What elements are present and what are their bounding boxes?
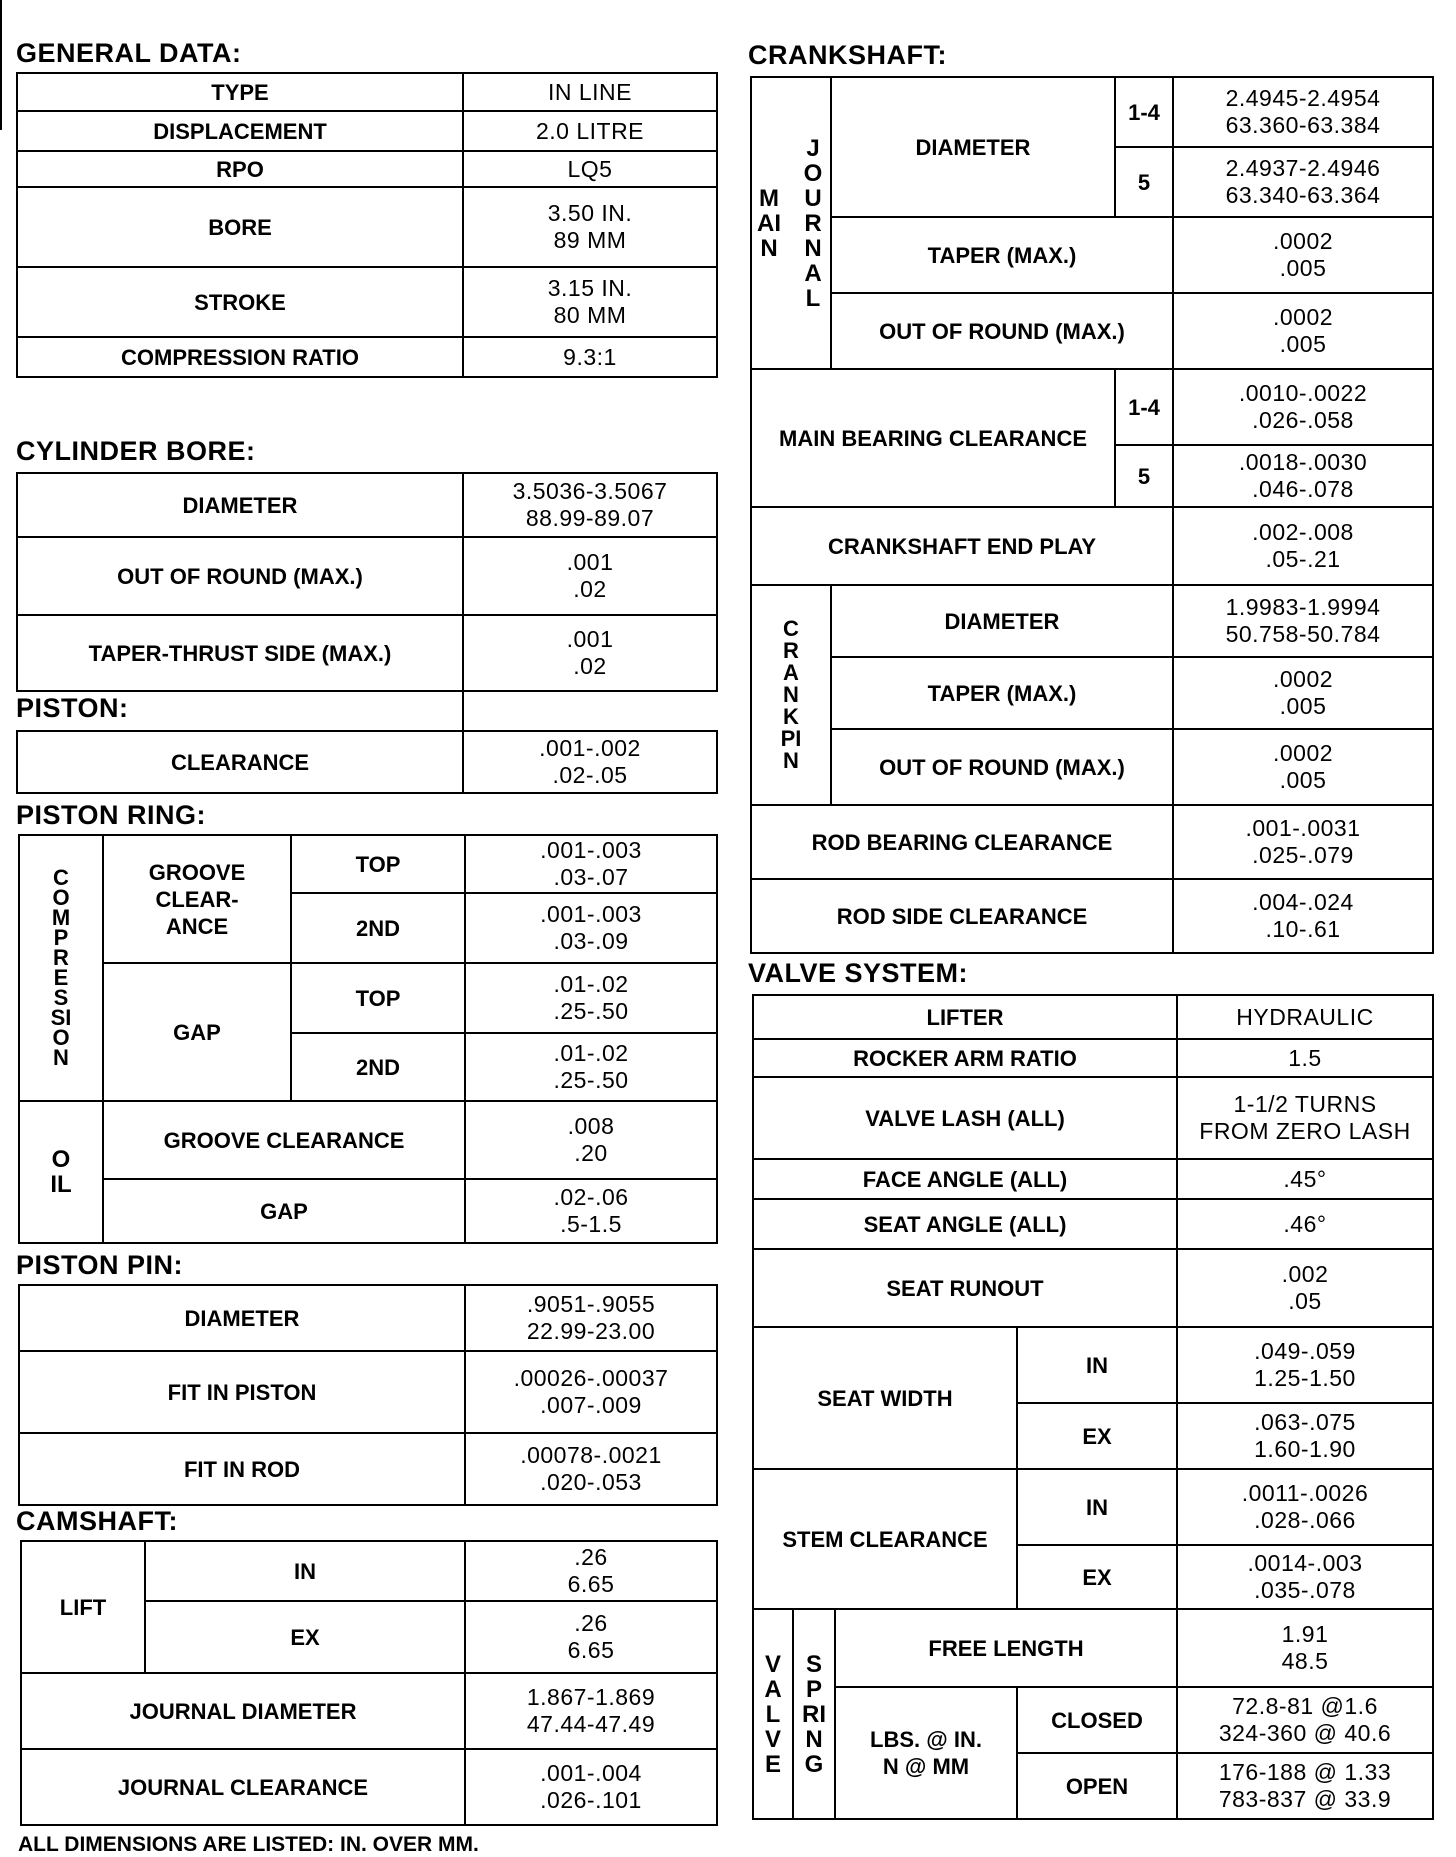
journal-text: JOURNAL <box>803 134 823 312</box>
seat-runout-value <box>1177 1249 1433 1327</box>
cp-taper-in: .0002 <box>1272 666 1334 692</box>
bore-taper-mm: .02 <box>573 653 607 679</box>
oil-gap-label: GAP <box>103 1179 465 1243</box>
closed-label: CLOSED <box>1017 1687 1177 1753</box>
crankpin-taper-value <box>1173 657 1433 729</box>
pin-dia-mm: 22.99-23.00 <box>526 1318 656 1344</box>
type-value: IN LINE <box>463 73 717 111</box>
piston-clearance-label: CLEARANCE <box>17 731 463 793</box>
bore-value <box>463 187 717 267</box>
bore-out-of-round-label: OUT OF ROUND (MAX.) <box>17 537 463 615</box>
spring-vertical-label <box>793 1609 835 1819</box>
page-edge-line <box>0 0 2 130</box>
oil-gap-mm: .5-1.5 <box>560 1211 622 1237</box>
main-oor-mm: .005 <box>1279 331 1327 357</box>
crankpin-vertical-label <box>751 585 831 805</box>
jd-mm: 47.44-47.49 <box>526 1711 656 1737</box>
main-taper-mm: .005 <box>1279 255 1327 281</box>
bore-diameter-value <box>463 473 717 537</box>
sw-ex-in: .063-.075 <box>1254 1409 1356 1435</box>
lift-ex-mm: 6.65 <box>567 1637 615 1663</box>
valve-vertical-label <box>753 1609 793 1819</box>
piston-clearance-value <box>463 731 717 793</box>
stroke-value <box>463 267 717 337</box>
seat-width-in-value <box>1177 1327 1433 1403</box>
valve-lash-label: VALVE LASH (ALL) <box>753 1077 1177 1159</box>
lifter-label: LIFTER <box>753 995 1177 1039</box>
oil-gap-in: .02-.06 <box>553 1184 629 1210</box>
pin-diameter-value <box>465 1285 717 1351</box>
journal-clearance-value <box>465 1749 717 1825</box>
rpo-value: LQ5 <box>463 151 717 187</box>
bore-in: 3.50 IN. <box>547 200 633 226</box>
jc-in: .001-.004 <box>540 1760 642 1786</box>
spring-load-units-label <box>835 1687 1017 1819</box>
mbc-5-label: 5 <box>1115 445 1173 507</box>
gap-2nd-label: 2ND <box>291 1033 465 1101</box>
runout-in: .002 <box>1281 1261 1329 1287</box>
rsc-mm: .10-.61 <box>1265 916 1341 942</box>
crankpin-out-of-round-value <box>1173 729 1433 805</box>
sw-in-mm: 1.25-1.50 <box>1254 1365 1356 1391</box>
spring-text: SPRING <box>802 1650 826 1778</box>
seat-width-in-label: IN <box>1017 1327 1177 1403</box>
main-out-of-round-label: OUT OF ROUND (MAX.) <box>831 293 1173 369</box>
valve-system-heading: VALVE SYSTEM: <box>748 958 969 988</box>
lift-in-mm: 6.65 <box>567 1571 615 1597</box>
rod-bearing-clearance-value <box>1173 805 1433 879</box>
journal-diameter-value <box>465 1673 717 1749</box>
rpo-label: RPO <box>17 151 463 187</box>
journal-1-4-label: 1-4 <box>1115 77 1173 147</box>
lift-label: LIFT <box>21 1541 145 1673</box>
cp-dia-in: 1.9983-1.9994 <box>1225 594 1381 620</box>
rsc-in: .004-.024 <box>1252 889 1354 915</box>
oil-groove-clearance-value <box>465 1101 717 1179</box>
rocker-arm-ratio-label: ROCKER ARM RATIO <box>753 1039 1177 1077</box>
sw-in-in: .049-.059 <box>1254 1338 1356 1364</box>
seat-width-ex-label: EX <box>1017 1403 1177 1469</box>
fit-in-rod-label: FIT IN ROD <box>19 1433 465 1505</box>
mbc-1-4-value <box>1173 369 1433 445</box>
crankpin-taper-label: TAPER (MAX.) <box>831 657 1173 729</box>
stem-clearance-ex-label: EX <box>1017 1545 1177 1609</box>
j14-in: 2.4945-2.4954 <box>1225 85 1381 111</box>
crankpin-diameter-value <box>1173 585 1433 657</box>
compression-vertical-label <box>19 835 103 1101</box>
bore-taper-in: .001 <box>566 626 614 652</box>
ep-mm: .05-.21 <box>1265 546 1341 572</box>
lift-in-in: .26 <box>574 1544 608 1570</box>
face-angle-label: FACE ANGLE (ALL) <box>753 1159 1177 1199</box>
piston-pin-heading: PISTON PIN: <box>16 1250 184 1280</box>
oil-gc-in: .008 <box>567 1113 615 1139</box>
groove-l1: GROOVE <box>148 859 246 885</box>
cp-dia-mm: 50.758-50.784 <box>1225 621 1381 647</box>
oil-vertical-label <box>19 1101 103 1243</box>
face-angle-value: .45° <box>1177 1159 1433 1199</box>
footnote: ALL DIMENSIONS ARE LISTED: IN. OVER MM. <box>18 1833 479 1856</box>
sc-ex-in: .0014-.003 <box>1247 1550 1363 1576</box>
gap-top-mm: .25-.50 <box>553 998 629 1024</box>
journal-5-value <box>1173 147 1433 217</box>
valve-lash-value <box>1177 1077 1433 1159</box>
camshaft-heading: CAMSHAFT: <box>16 1506 178 1536</box>
bore-taper-value <box>463 615 717 691</box>
stroke-mm: 80 MM <box>553 302 627 328</box>
crankshaft-table <box>750 76 1434 954</box>
rbc-mm: .025-.079 <box>1252 842 1354 868</box>
fitp-in: .00026-.00037 <box>513 1365 669 1391</box>
bore-out-of-round-value <box>463 537 717 615</box>
lbs-l2: N @ MM <box>882 1754 970 1779</box>
mbc5-in: .0018-.0030 <box>1238 449 1368 475</box>
groove-clearance-label <box>103 835 291 963</box>
main-diameter-label: DIAMETER <box>831 77 1115 217</box>
fitr-in: .00078-.0021 <box>520 1442 662 1468</box>
main-out-of-round-value <box>1173 293 1433 369</box>
piston-ring-table <box>18 834 718 1244</box>
gap-2nd-mm: .25-.50 <box>553 1067 629 1093</box>
open-mm: 783-837 @ 33.9 <box>1218 1786 1392 1812</box>
gap-top-in: .01-.02 <box>553 971 629 997</box>
j14-mm: 63.360-63.384 <box>1225 112 1381 138</box>
seat-width-ex-value <box>1177 1403 1433 1469</box>
closed-in: 72.8-81 @1.6 <box>1232 1693 1378 1719</box>
valve-text: VALVE <box>764 1650 782 1778</box>
journal-diameter-label: JOURNAL DIAMETER <box>21 1673 465 1749</box>
bore-taper-label: TAPER-THRUST SIDE (MAX.) <box>17 615 463 691</box>
free-length-label: FREE LENGTH <box>835 1609 1177 1687</box>
groove-2nd-value <box>465 893 717 963</box>
closed-value <box>1177 1687 1433 1753</box>
main-text: MAIN <box>757 184 781 262</box>
closed-mm: 324-360 @ 40.6 <box>1218 1720 1392 1746</box>
main-journal-label <box>751 77 831 369</box>
lbs-l1: LBS. @ IN. <box>870 1727 982 1752</box>
gap-2nd-value <box>465 1033 717 1101</box>
seat-runout-label: SEAT RUNOUT <box>753 1249 1177 1327</box>
stem-clearance-ex-value <box>1177 1545 1433 1609</box>
bore-mm: 89 MM <box>553 227 627 253</box>
stem-clearance-label: STEM CLEARANCE <box>753 1469 1017 1609</box>
end-play-label: CRANKSHAFT END PLAY <box>751 507 1173 585</box>
mbc-1-4-label: 1-4 <box>1115 369 1173 445</box>
lash-l2: FROM ZERO LASH <box>1199 1118 1411 1144</box>
lift-in-label: IN <box>145 1541 465 1601</box>
gap-2nd-in: .01-.02 <box>553 1040 629 1066</box>
journal-clearance-label: JOURNAL CLEARANCE <box>21 1749 465 1825</box>
bore-label: BORE <box>17 187 463 267</box>
oil-gap-value <box>465 1179 717 1243</box>
crankpin-out-of-round-label: OUT OF ROUND (MAX.) <box>831 729 1173 805</box>
cylinder-bore-heading: CYLINDER BORE: <box>16 436 256 466</box>
crankpin-text: CRANKPIN <box>780 616 802 773</box>
bore-diameter-mm: 88.99-89.07 <box>525 505 655 531</box>
pin-diameter-label: DIAMETER <box>19 1285 465 1351</box>
stem-clearance-in-value <box>1177 1469 1433 1545</box>
cp-oor-mm: .005 <box>1279 767 1327 793</box>
gc-2nd-mm: .03-.09 <box>553 928 629 954</box>
piston-clearance-mm: .02-.05 <box>552 762 628 788</box>
fit-in-piston-value <box>465 1351 717 1433</box>
sc-in-in: .0011-.0026 <box>1241 1480 1369 1506</box>
gc-top-mm: .03-.07 <box>553 864 629 890</box>
mbc14-mm: .026-.058 <box>1252 407 1354 433</box>
sw-ex-mm: 1.60-1.90 <box>1254 1436 1356 1462</box>
crankpin-diameter-label: DIAMETER <box>831 585 1173 657</box>
compression-ratio-value: 9.3:1 <box>463 337 717 377</box>
journal-1-4-value <box>1173 77 1433 147</box>
displacement-value: 2.0 LITRE <box>463 111 717 151</box>
rod-bearing-clearance-label: ROD BEARING CLEARANCE <box>751 805 1173 879</box>
rod-side-clearance-value <box>1173 879 1433 953</box>
main-taper-label: TAPER (MAX.) <box>831 217 1173 293</box>
stroke-label: STROKE <box>17 267 463 337</box>
open-in: 176-188 @ 1.33 <box>1218 1759 1392 1785</box>
groove-l3: ANCE <box>165 913 229 939</box>
gc-top-in: .001-.003 <box>540 837 642 863</box>
main-bearing-clearance-label: MAIN BEARING CLEARANCE <box>751 369 1115 507</box>
rod-side-clearance-label: ROD SIDE CLEARANCE <box>751 879 1173 953</box>
free-length-value <box>1177 1609 1433 1687</box>
main-taper-value <box>1173 217 1433 293</box>
lift-ex-label: EX <box>145 1601 465 1673</box>
runout-mm: .05 <box>1288 1288 1322 1314</box>
rbc-in: .001-.0031 <box>1245 815 1361 841</box>
rocker-arm-ratio-value: 1.5 <box>1177 1039 1433 1077</box>
displacement-label: DISPLACEMENT <box>17 111 463 151</box>
camshaft-table <box>20 1540 718 1826</box>
piston-clearance-in: .001-.002 <box>539 735 641 761</box>
seat-angle-value: .46° <box>1177 1199 1433 1249</box>
compression-ratio-label: COMPRESSION RATIO <box>17 337 463 377</box>
mbc5-mm: .046-.078 <box>1252 476 1354 502</box>
fitp-mm: .007-.009 <box>540 1392 642 1418</box>
oil-groove-clearance-label: GROOVE CLEARANCE <box>103 1101 465 1179</box>
cp-oor-in: .0002 <box>1272 740 1334 766</box>
lifter-value: HYDRAULIC <box>1177 995 1433 1039</box>
gap-top-label: TOP <box>291 963 465 1033</box>
groove-top-label: TOP <box>291 835 465 893</box>
gap-top-value <box>465 963 717 1033</box>
sc-in-mm: .028-.066 <box>1254 1507 1356 1533</box>
main-taper-in: .0002 <box>1272 228 1334 254</box>
seat-width-label: SEAT WIDTH <box>753 1327 1017 1469</box>
piston-divider <box>462 690 464 730</box>
lift-ex-in: .26 <box>574 1610 608 1636</box>
open-value <box>1177 1753 1433 1819</box>
j5-mm: 63.340-63.364 <box>1225 182 1381 208</box>
pin-dia-in: .9051-.9055 <box>526 1291 656 1317</box>
fl-in: 1.91 <box>1281 1621 1329 1647</box>
groove-l2: CLEAR- <box>155 886 239 912</box>
jd-in: 1.867-1.869 <box>526 1684 656 1710</box>
bore-diameter-in: 3.5036-3.5067 <box>512 478 668 504</box>
mbc-5-value <box>1173 445 1433 507</box>
fit-in-rod-value <box>465 1433 717 1505</box>
j5-in: 2.4937-2.4946 <box>1225 155 1381 181</box>
stem-clearance-in-label: IN <box>1017 1469 1177 1545</box>
oil-gc-mm: .20 <box>574 1140 608 1166</box>
fit-in-piston-label: FIT IN PISTON <box>19 1351 465 1433</box>
cylinder-bore-table <box>16 472 718 692</box>
end-play-value <box>1173 507 1433 585</box>
compression-text: COMPRESSION <box>50 865 72 1070</box>
groove-top-value <box>465 835 717 893</box>
cp-taper-mm: .005 <box>1279 693 1327 719</box>
piston-heading: PISTON: <box>16 693 129 723</box>
fitr-mm: .020-.053 <box>540 1469 642 1495</box>
main-oor-in: .0002 <box>1272 304 1334 330</box>
valve-system-table <box>752 994 1434 1820</box>
oil-text: OIL <box>50 1146 72 1198</box>
general-data-table <box>16 72 718 378</box>
crankshaft-heading: CRANKSHAFT: <box>748 40 947 70</box>
groove-2nd-label: 2ND <box>291 893 465 963</box>
gc-2nd-in: .001-.003 <box>540 901 642 927</box>
ep-in: .002-.008 <box>1252 519 1354 545</box>
type-label: TYPE <box>17 73 463 111</box>
general-data-heading: GENERAL DATA: <box>16 38 242 68</box>
journal-5-label: 5 <box>1115 147 1173 217</box>
open-label: OPEN <box>1017 1753 1177 1819</box>
sc-ex-mm: .035-.078 <box>1254 1577 1356 1603</box>
piston-ring-heading: PISTON RING: <box>16 800 207 830</box>
bore-oor-mm: .02 <box>573 576 607 602</box>
piston-pin-table <box>18 1284 718 1506</box>
lift-in-value <box>465 1541 717 1601</box>
stroke-in: 3.15 IN. <box>547 275 633 301</box>
fl-mm: 48.5 <box>1281 1648 1329 1674</box>
piston-table <box>16 730 718 794</box>
seat-angle-label: SEAT ANGLE (ALL) <box>753 1199 1177 1249</box>
bore-diameter-label: DIAMETER <box>17 473 463 537</box>
ring-gap-label: GAP <box>103 963 291 1101</box>
mbc14-in: .0010-.0022 <box>1238 380 1368 406</box>
bore-oor-in: .001 <box>566 549 614 575</box>
lash-l1: 1-1/2 TURNS <box>1233 1091 1377 1117</box>
jc-mm: .026-.101 <box>540 1787 642 1813</box>
lift-ex-value <box>465 1601 717 1673</box>
